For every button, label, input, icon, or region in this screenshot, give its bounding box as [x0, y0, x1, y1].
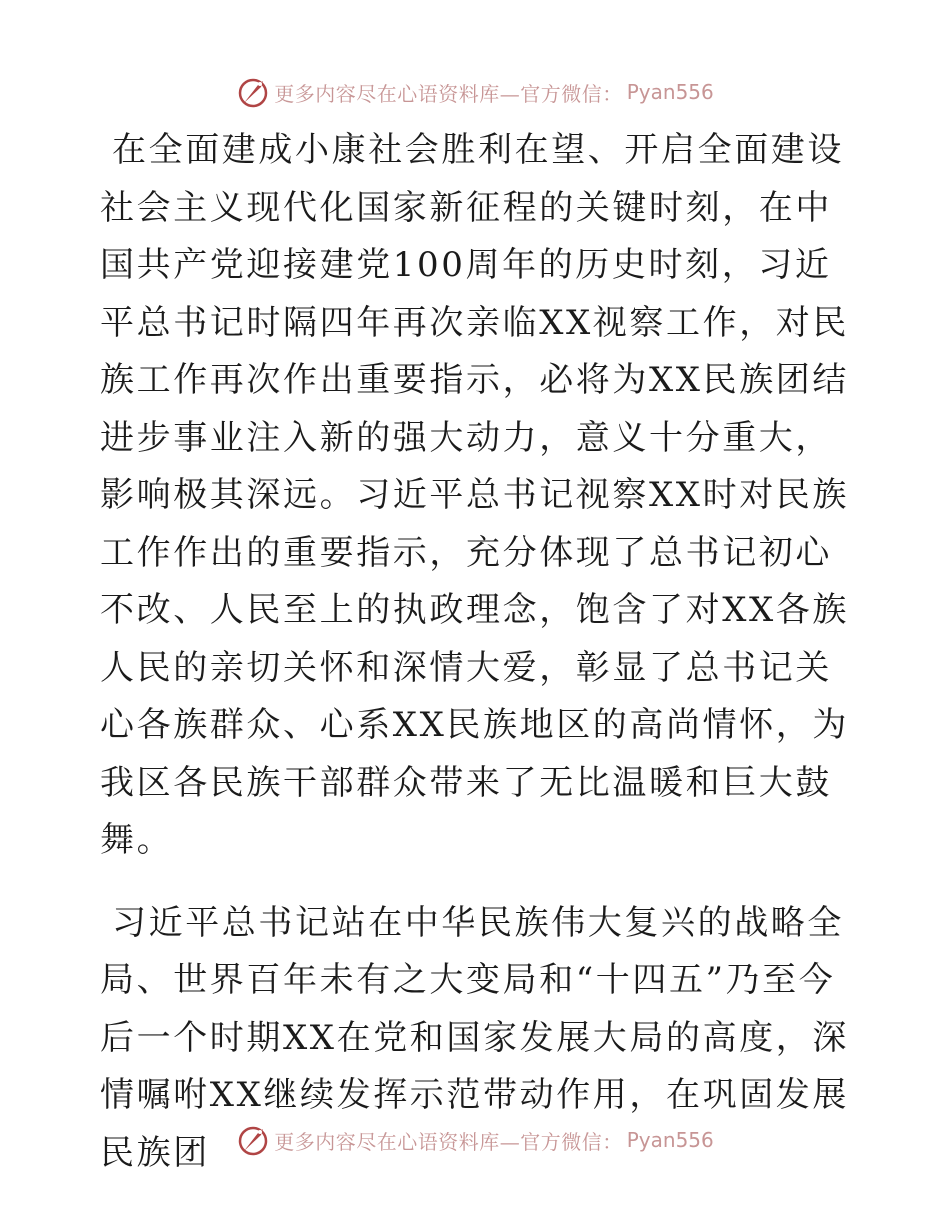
body-paragraph: 习近平总书记站在中华民族伟大复兴的战略全局、世界百年未有之大变局和“十四五”乃至今后一个时期XX在党和国家发展大局的高度，深情嘱咐XX继续发挥示范带动作用，在巩固发展民族团	[100, 902, 850, 1173]
header-wechat-id: Pyan556	[626, 80, 714, 104]
pen-logo-icon	[236, 1123, 270, 1157]
header-watermark-text: 更多内容尽在心语资料库—官方微信：	[274, 81, 623, 106]
document-body	[100, 122, 850, 1182]
header-watermark	[0, 72, 950, 112]
footer-wechat-id: Pyan556	[626, 1128, 714, 1152]
footer-watermark-text: 更多内容尽在心语资料库—官方微信：	[274, 1129, 623, 1154]
footer-watermark	[0, 1120, 950, 1160]
body-paragraph: 在全面建成小康社会胜利在望、开启全面建设社会主义现代化国家新征程的关键时刻，在中国共产党迎接建党100周年的历史时刻，习近平总书记时隔四年再次亲临XX视察工作，对民族工作再次作出重要指示，必将为XX民族团结进步事业注入新的强大动力，意义十分重大，影响极其深远。习近平总书记视察XX时对民族工作作出的重要指示，充分体现了总书记初心不改、人民至上的执政理念，饱含了对XX各族人民的亲切关怀和深情大爱，彰显了总书记关心各族群众、心系XX民族地区的高尚情怀，为我区各民族干部群众带来了无比温暖和巨大鼓舞。	[100, 130, 850, 860]
pen-logo-icon	[236, 75, 270, 109]
